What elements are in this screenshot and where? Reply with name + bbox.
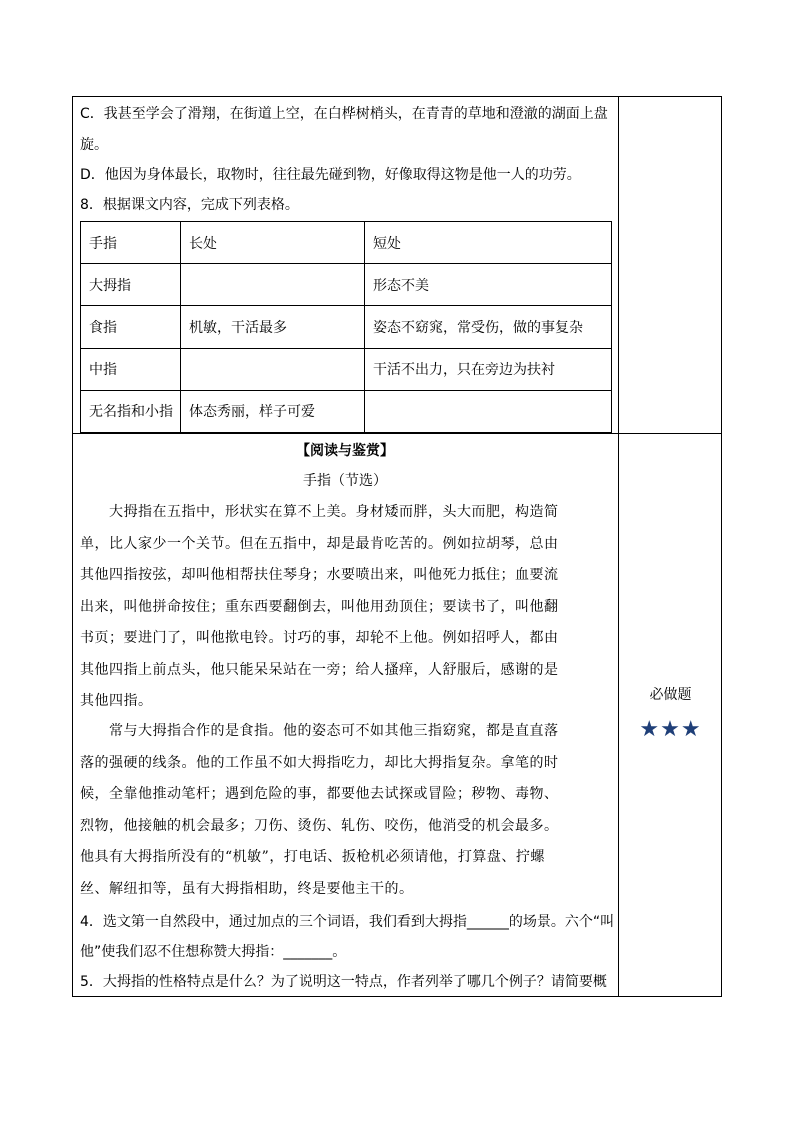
column-divider <box>618 96 619 997</box>
table-cell: 干活不出力，只在旁边为扶衬 <box>365 348 612 390</box>
question-8: 8．根据课文内容，完成下列表格。 <box>80 197 299 213</box>
table-row <box>81 264 612 306</box>
question-5: 5．大拇指的性格特点是什么？为了说明这一特点，作者列举了哪几个例子？请简要概 <box>80 974 607 990</box>
paragraph-line: 大拇指在五指中，形状实在算不上美。身材矮而胖，头大而肥，构造简 <box>80 504 559 520</box>
table-cell: 无名指和小指 <box>81 390 181 432</box>
table-row <box>81 390 612 432</box>
table-cell: 中指 <box>81 348 181 390</box>
table-cell <box>181 348 365 390</box>
difficulty-stars: ★★★ <box>639 717 702 742</box>
table-cell: 大拇指 <box>81 264 181 306</box>
paragraph-line: 他具有大拇指所没有的“机敏”，打电话、扳枪机必须请他，打算盘、拧螺 <box>80 849 545 865</box>
option-c-line2: 旋。 <box>80 137 108 153</box>
question-4-line1: 4．选文第一自然段中，通过加点的三个词语，我们看到大拇指______的场景。六个“叫 <box>80 914 615 930</box>
table-cell: 长处 <box>181 222 365 264</box>
table-cell: 手指 <box>81 222 181 264</box>
section-title: 【阅读与鉴赏】 <box>296 443 394 459</box>
paragraph-line: 出来，叫他拼命按住；重东西要翻倒去，叫他用劲顶住；要读书了，叫他翻 <box>80 598 559 615</box>
table-row <box>81 348 612 390</box>
passage-paragraph-2 <box>80 716 610 905</box>
table-cell: 姿态不窈窕，常受伤，做的事复杂 <box>365 306 612 348</box>
paragraph-line: 常与大拇指合作的是食指。他的姿态可不如其他三指窈窕，都是直直落 <box>80 723 559 739</box>
option-d: D．他因为身体最长，取物时，往往最先碰到物，好像取得这物是他一人的功劳。 <box>80 167 581 183</box>
question-4-line2: 他”使我们忍不住想称赞大拇指：_______。 <box>80 944 347 960</box>
table-cell: 食指 <box>81 306 181 348</box>
table-cell: 体态秀丽，样子可爱 <box>181 390 365 432</box>
table-cell: 机敏，干活最多 <box>181 306 365 348</box>
paragraph-line: 落的强硬的线条。他的工作虽不如大拇指吃力，却比大拇指复杂。拿笔的时 <box>80 754 559 771</box>
required-label: 必做题 <box>649 687 692 703</box>
table-cell: 短处 <box>365 222 612 264</box>
row-divider <box>72 433 722 434</box>
table-cell <box>365 390 612 432</box>
paragraph-line: 丝、解纽扣等，虽有大拇指相助，终是要他主干的。 <box>80 880 414 897</box>
paragraph-line: 其他四指按弦，却叫他相帮扶住琴身；水要喷出来，叫他死力抵住；血要流 <box>80 567 559 583</box>
option-c-line1: C．我甚至学会了滑翔，在街道上空，在白桦树梢头，在青青的草地和澄澈的湖面上盘 <box>80 106 608 122</box>
table-cell <box>181 264 365 306</box>
paragraph-line: 单，比人家少一个关节。但在五指中，却是最肯吃苦的。例如拉胡琴，总由 <box>80 535 559 552</box>
paragraph-line: 书页；要进门了，叫他揿电铃。讨巧的事，却轮不上他。例如招呼人，都由 <box>80 630 559 646</box>
table-header-row <box>81 222 612 264</box>
paragraph-line: 候，全靠他推动笔杆；遇到危险的事，都要他去试探或冒险；秽物、毒物、 <box>80 786 559 802</box>
passage-paragraph-1 <box>80 497 610 718</box>
table-cell: 形态不美 <box>365 264 612 306</box>
paragraph-line: 其他四指上前点头，他只能呆呆站在一旁；给人搔痒，人舒服后，感谢的是 <box>80 661 559 678</box>
paragraph-line: 其他四指。 <box>80 693 153 709</box>
finger-strengths-table <box>80 221 612 433</box>
paragraph-line: 烈物，他接触的机会最多；刀伤、烫伤、轧伤、咬伤，他消受的机会最多。 <box>80 817 559 834</box>
passage-title: 手指（节选） <box>303 473 387 489</box>
table-row <box>81 306 612 348</box>
